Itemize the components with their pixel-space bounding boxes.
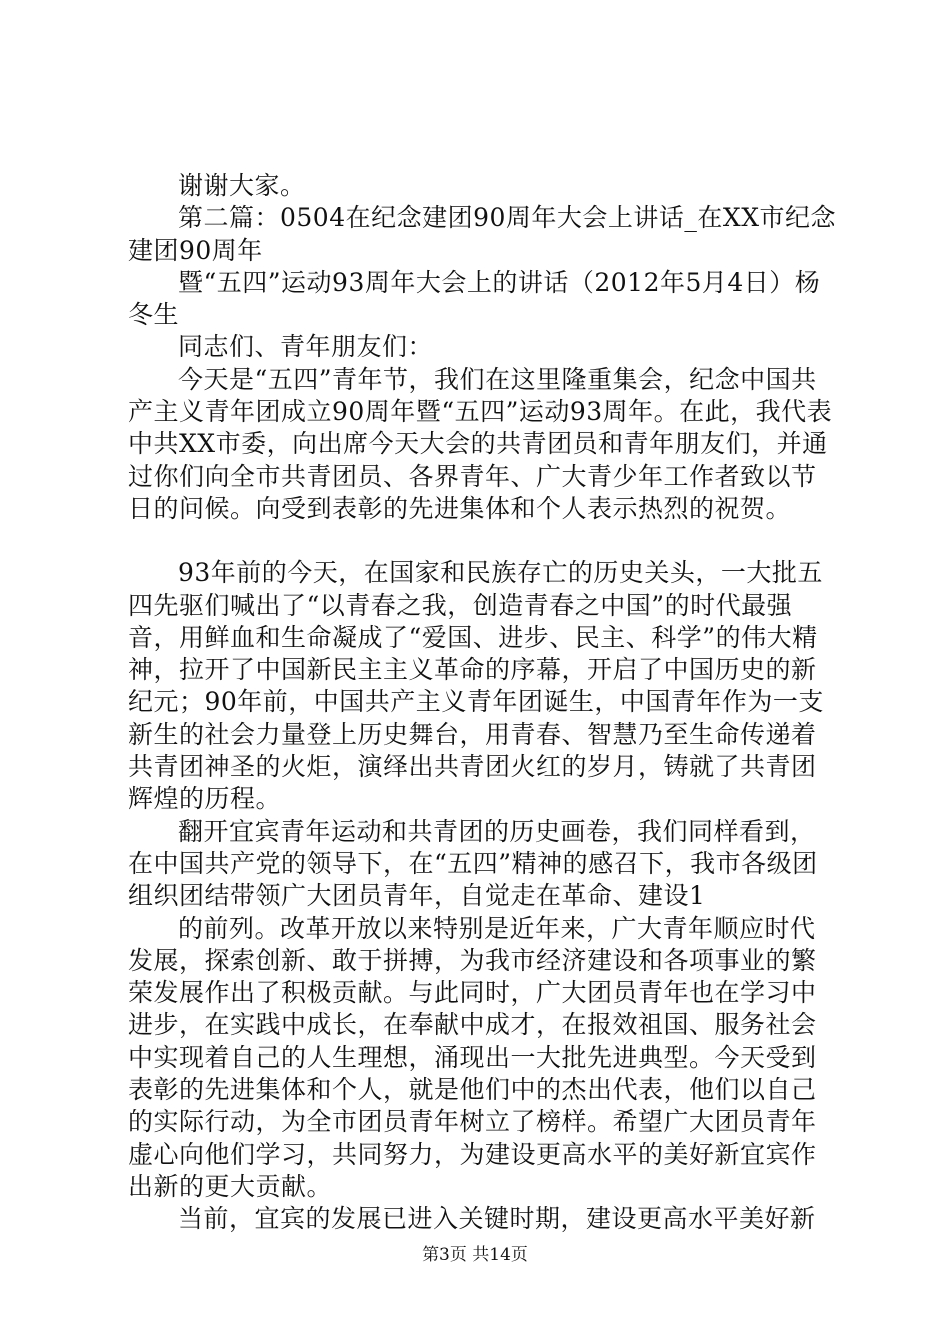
page-number-footer: 第3页 共14页 [422,1245,528,1265]
body-paragraph-2: 93年前的今天，在国家和民族存亡的历史关头，一大批五四先驱们喊出了“以青春之我，创造青春之中国”的时代最强音，用鲜血和生命凝成了“爱国、进步、民主、科学”的伟大精神，拉开了中国新民主主义革命的序幕，开启了中国历史的新纪元；90年前，中国共产主义青年团诞生，中国青年作为一支新生的社会力量登上历史舞台，用青春、智慧乃至生命传递着共青团神圣的火炬，演绎出共青团火红的岁月，铸就了共青团辉煌的历程。 [128,558,824,814]
body-paragraph-4: 的前列。改革开放以来特别是近年来，广大青年顺应时代发展，探索创新、敢于拼搏，为我市经济建设和各项事业的繁荣发展作出了积极贡献。与此同时，广大团员青年也在学习中进步，在实践中成长，在奉献中成才，在报效祖国、服务社会中实现着自己的人生理想，涌现出一大批先进典型。今天受到表彰的先进集体和个人，就是他们中的杰出代表，他们以自己的实际行动，为全市团员青年树立了榜样。希望广大团员青年虚心向他们学习，共同努力，为建设更高水平的美好新宜宾作出新的更大贡献。 [128,913,817,1201]
closing-paragraph: 谢谢大家。 [178,171,306,200]
salutation: 同志们、青年朋友们： [178,332,434,362]
section-title-line-1: 第二篇：0504在纪念建团90周年大会上讲话_在XX市纪念建团90周年 [128,203,837,265]
body-paragraph-1: 今天是“五四”青年节，我们在这里隆重集会，纪念中国共产主义青年团成立90周年暨“五四”运动93周年。在此，我代表中共XX市委，向出席今天大会的共青团员和青年朋友们，并通过你们向全市共青团员、各界青年、广大青少年工作者致以节日的问候。向受到表彰的先进集体和个人表示热烈的祝贺。 [128,364,833,523]
body-paragraph-3: 翻开宜宾青年运动和共青团的历史画卷，我们同样看到，在中国共产党的领导下，在“五四”精神的感召下，我市各级团组织团结带领广大团员青年，自觉走在革命、建设1 [128,816,818,911]
document-body [128,170,838,1236]
section-title-line-2: 暨“五四”运动93周年大会上的讲话（2012年5月4日）杨冬生 [128,267,821,330]
paragraph-gap [128,525,838,557]
body-paragraph-5: 当前，宜宾的发展已进入关键时期，建设更高水平美好新 [178,1204,816,1234]
